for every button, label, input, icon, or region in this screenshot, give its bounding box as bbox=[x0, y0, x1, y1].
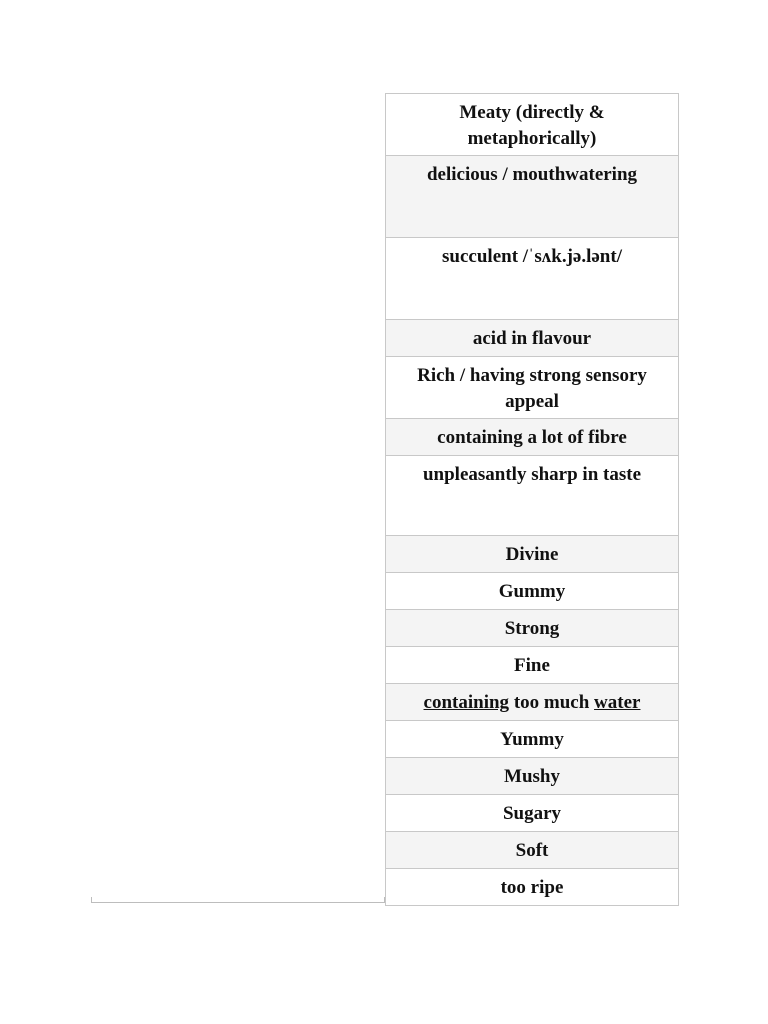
table-cell: Strong bbox=[386, 610, 679, 647]
left-column-bottom-border bbox=[91, 902, 385, 903]
table-cell: unpleasantly sharp in taste bbox=[386, 456, 679, 536]
table-cell: Fine bbox=[386, 647, 679, 684]
table-cell: Rich / having strong sensory appeal bbox=[386, 357, 679, 419]
underlined-word: containing bbox=[423, 692, 510, 713]
table-cell: Divine bbox=[386, 536, 679, 573]
underlined-word: water bbox=[594, 692, 641, 713]
table-cell: Meaty (directly & metaphorically) bbox=[386, 94, 679, 156]
table-cell: Soft bbox=[386, 832, 679, 869]
cell-text: too much bbox=[509, 692, 595, 713]
table-cell: Yummy bbox=[386, 721, 679, 758]
table-cell: Sugary bbox=[386, 795, 679, 832]
table-cell bbox=[386, 684, 679, 721]
table-cell: delicious / mouthwatering bbox=[386, 156, 679, 238]
table-cell: containing a lot of fibre bbox=[386, 419, 679, 456]
table-cell: too ripe bbox=[386, 869, 679, 906]
table-cell: Mushy bbox=[386, 758, 679, 795]
vocabulary-table bbox=[385, 93, 679, 906]
table-cell: Gummy bbox=[386, 573, 679, 610]
table-cell: succulent /ˈsʌk.jə.lənt/ bbox=[386, 238, 679, 320]
table-cell: acid in flavour bbox=[386, 320, 679, 357]
